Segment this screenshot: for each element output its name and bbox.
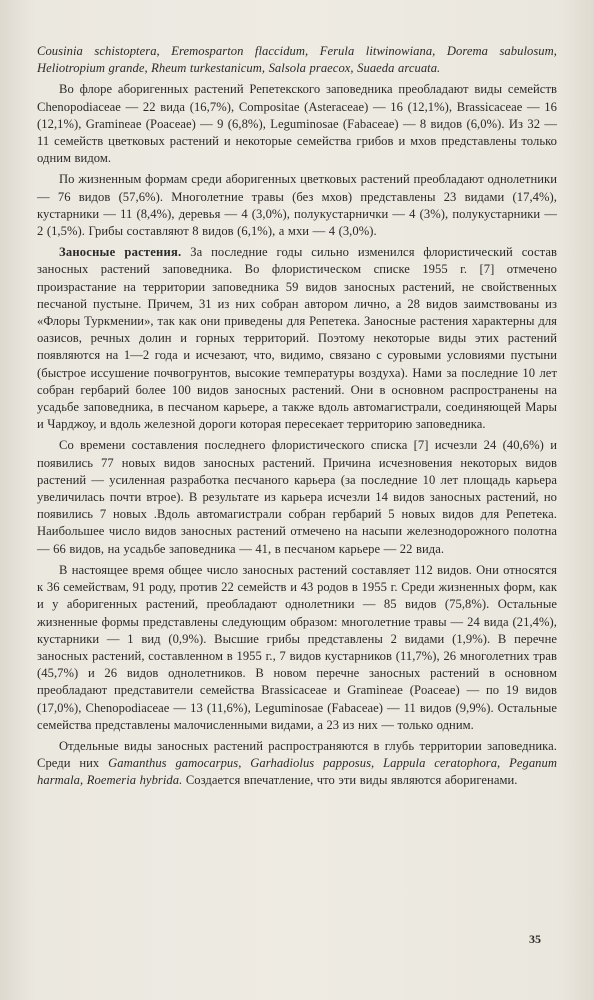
- paragraph-families: Во флоре аборигенных растений Репетекского заповедника преобладают виды семейств Chenopodiaceae — 22 вида (16,7%), Compositae (Asteraceae) — 16 (12,1%), Brassicaceae — 16 (12,1%), Gramineae (Poaceae) — 9 (6,8%), Leguminosae (Fabaceae) — 8 видов (6,0%). Из 32 — 11 семейств цветковых растений и некоторые семейства грибов и мхов представлены только одним видом.: [37, 82, 557, 166]
- species-names: Cousinia schistoptera, Eremosparton flaccidum, Ferula litwinowiana, Dorema sabulosum, Heliotropium grande, Rheum turkestanicum, Salsola praecox, Suaeda arcuata.: [37, 44, 557, 76]
- paragraph-text: За последние годы сильно изменился флористический состав заносных растений заповедника. Во флористическом списке 1955 г. [7] отмечено произрастание на территории заповедника 59 видов заносных растений, не свойственных песчаной пустыне. Причем, 31 из них собран автором лично, а 28 видов заимствованы из «Флоры Туркмении», так как они приведены для Репетека. Заносные растения характерны для оазисов, речных долин и горных территорий. Поэтому некоторые виды этих растений появляются на 1—2 года и исчезают, что, видимо, связано с суровыми условиями пустыни (быстрое иссушение почвогрунтов, высокие температуры воздуха). Нами за последние 10 лет собран гербарий более 100 видов заносных растений. Они в основном распространены на усадьбе заповедника, в песчаном карьере, а также вдоль автомагистрали, соединяющей Мары и Чарджоу, и вдоль железной дороги которая пересекает территорию заповедника.: [37, 245, 557, 432]
- paragraph-life-forms: По жизненным формам среди аборигенных цветковых растений преобладают однолетники — 76 видов (57,6%). Многолетние травы (без мхов) представлены 23 видами (17,4%), кустарники — 11 (8,4%), деревья — 4 (3,0%), полукустарнички — 4 (3%), полукустарники — 2 (1,5%). Грибы составляют 8 видов (6,1%), а мхи — 4 (3,0%).: [37, 172, 557, 239]
- paragraph-current-state: В настоящее время общее число заносных растений составляет 112 видов. Они относятся к 36 семействам, 91 роду, против 22 семейств и 43 родов в 1955 г. Среди жизненных форм, как и у аборигенных растений, преобладают однолетники — 85 видов (75,8%). Остальные жизненные формы представлены следующим образом: многолетние травы — 24 вида (21,4%), кустарники — 1 вид (0,9%). Высшие грибы представлены 2 видами (1,9%). В перечне заносных растений, составленном в 1955 г., 7 видов кустарников (11,7%), 26 многолетних трав (45,7%) и 26 видов однолетников. В новом перечне заносных растений в основном преобладают представители семейства Brassicaceae и Gramineae (Poaceae) — по 19 видов (17,0%), Chenopodiaceae — 13 (11,6%), Leguminosae (Fabaceae) — 11 видов (9,9%). Остальные семейства представлены малочисленными видами, а 23 из них — только одним.: [37, 562, 557, 732]
- page-number: 35: [529, 932, 541, 946]
- body-text: [37, 43, 557, 794]
- paragraph-text: Создается впечатление, что эти виды являются аборигенами.: [182, 773, 518, 788]
- paragraph-spread: [37, 738, 557, 790]
- paragraph-introduced-plants: [37, 244, 557, 433]
- paragraph-species-list: [37, 43, 557, 77]
- paragraph-text: Отдельные виды заносных растений распространяются в глубь территории заповедника. Среди них: [37, 738, 557, 771]
- section-heading: Заносные растения.: [59, 245, 182, 260]
- species-names: Gamanthus gamocarpus, Garhadiolus papposus, Lappula ceratophora, Peganum harmala, Roemeria hybrida.: [37, 756, 557, 788]
- paragraph-changes: Со времени составления последнего флористического списка [7] исчезли 24 (40,6%) и появились 77 новых видов заносных растений. Причина исчезновения некоторых видов растений — усиленная разработка песчаного карьера (за последние 10 лет площадь карьера увеличилась почти втрое). В результате из карьера исчезли 14 видов заносных растений, но появились 7 новых .Вдоль автомагистрали собран гербарий 5 новых видов для Репетека. Наибольшее число видов заносных растений отмечено на насыпи железнодорожного полотна — 66 видов, на усадьбе заповедника — 41, в песчаном карьере — 22 вида.: [37, 438, 557, 556]
